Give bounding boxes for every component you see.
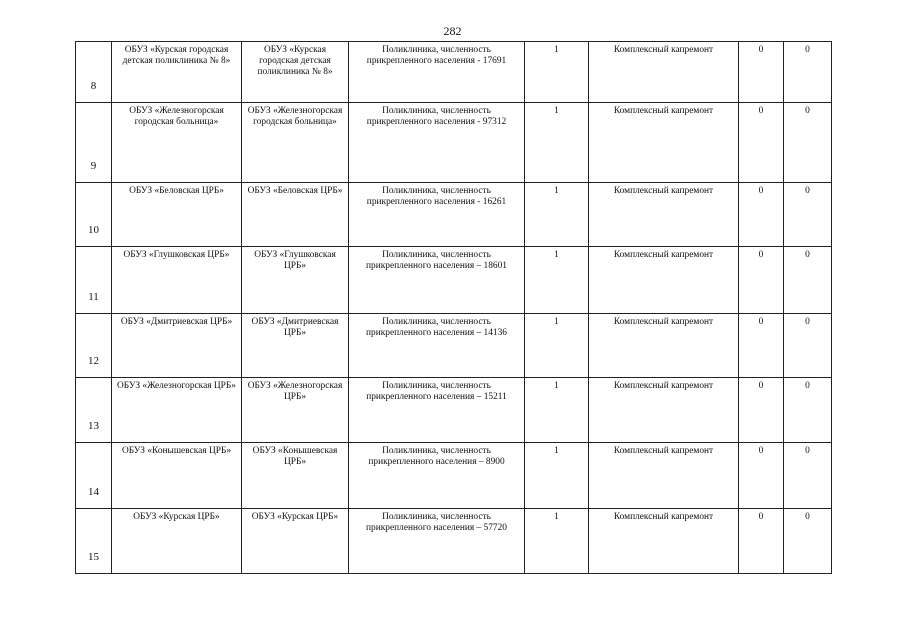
row-number: 12: [76, 314, 112, 378]
customer-cell: ОБУЗ «Беловская ЦРБ»: [242, 183, 349, 247]
organization-cell: ОБУЗ «Железногорская ЦРБ»: [112, 378, 242, 443]
quantity-cell: 1: [525, 183, 589, 247]
table-row: [76, 183, 832, 247]
table-row: [76, 378, 832, 443]
quantity-cell: 1: [525, 443, 589, 509]
work-type-cell: Комплексный капремонт: [589, 42, 739, 103]
value-cell-2: 0: [784, 183, 832, 247]
row-number: 8: [76, 42, 112, 103]
value-cell-2: 0: [784, 509, 832, 574]
customer-cell: ОБУЗ «Курская ЦРБ»: [242, 509, 349, 574]
value-cell-1: 0: [739, 314, 784, 378]
quantity-cell: 1: [525, 103, 589, 183]
row-number: 14: [76, 443, 112, 509]
organization-cell: ОБУЗ «Дмитриевская ЦРБ»: [112, 314, 242, 378]
quantity-cell: 1: [525, 247, 589, 314]
value-cell-1: 0: [739, 378, 784, 443]
value-cell-1: 0: [739, 103, 784, 183]
row-number: 15: [76, 509, 112, 574]
object-cell: Поликлиника, численность прикрепленного населения – 8900: [349, 443, 525, 509]
quantity-cell: 1: [525, 314, 589, 378]
repair-table: [75, 41, 832, 574]
value-cell-1: 0: [739, 443, 784, 509]
work-type-cell: Комплексный капремонт: [589, 247, 739, 314]
value-cell-2: 0: [784, 443, 832, 509]
row-number: 13: [76, 378, 112, 443]
customer-cell: ОБУЗ «Железногорская ЦРБ»: [242, 378, 349, 443]
organization-cell: ОБУЗ «Курская ЦРБ»: [112, 509, 242, 574]
work-type-cell: Комплексный капремонт: [589, 443, 739, 509]
quantity-cell: 1: [525, 378, 589, 443]
customer-cell: ОБУЗ «Дмитриевская ЦРБ»: [242, 314, 349, 378]
object-cell: Поликлиника, численность прикрепленного населения – 14136: [349, 314, 525, 378]
work-type-cell: Комплексный капремонт: [589, 509, 739, 574]
row-number: 9: [76, 103, 112, 183]
value-cell-1: 0: [739, 509, 784, 574]
customer-cell: ОБУЗ «Глушковская ЦРБ»: [242, 247, 349, 314]
customer-cell: ОБУЗ «Железногорская городская больница»: [242, 103, 349, 183]
organization-cell: ОБУЗ «Глушковская ЦРБ»: [112, 247, 242, 314]
value-cell-2: 0: [784, 378, 832, 443]
value-cell-2: 0: [784, 103, 832, 183]
work-type-cell: Комплексный капремонт: [589, 183, 739, 247]
quantity-cell: 1: [525, 509, 589, 574]
page-number: 282: [443, 24, 462, 38]
table-row: [76, 314, 832, 378]
value-cell-1: 0: [739, 183, 784, 247]
quantity-cell: 1: [525, 42, 589, 103]
table-row: [76, 509, 832, 574]
value-cell-1: 0: [739, 247, 784, 314]
object-cell: Поликлиника, численность прикрепленного населения – 18601: [349, 247, 525, 314]
work-type-cell: Комплексный капремонт: [589, 378, 739, 443]
organization-cell: ОБУЗ «Конышевская ЦРБ»: [112, 443, 242, 509]
object-cell: Поликлиника, численность прикрепленного населения – 15211: [349, 378, 525, 443]
table-row: [76, 247, 832, 314]
customer-cell: ОБУЗ «Курская городская детская поликлиника № 8»: [242, 42, 349, 103]
customer-cell: ОБУЗ «Конышевская ЦРБ»: [242, 443, 349, 509]
object-cell: Поликлиника, численность прикрепленного населения – 57720: [349, 509, 525, 574]
organization-cell: ОБУЗ «Курская городская детская поликлиника № 8»: [112, 42, 242, 103]
table-row: [76, 42, 832, 103]
table-row: [76, 103, 832, 183]
value-cell-2: 0: [784, 314, 832, 378]
organization-cell: ОБУЗ «Железногорская городская больница»: [112, 103, 242, 183]
work-type-cell: Комплексный капремонт: [589, 314, 739, 378]
object-cell: Поликлиника, численность прикрепленного населения - 97312: [349, 103, 525, 183]
value-cell-1: 0: [739, 42, 784, 103]
organization-cell: ОБУЗ «Беловская ЦРБ»: [112, 183, 242, 247]
object-cell: Поликлиника, численность прикрепленного населения - 16261: [349, 183, 525, 247]
row-number: 10: [76, 183, 112, 247]
value-cell-2: 0: [784, 247, 832, 314]
table-row: [76, 443, 832, 509]
object-cell: Поликлиника, численность прикрепленного населения - 17691: [349, 42, 525, 103]
work-type-cell: Комплексный капремонт: [589, 103, 739, 183]
row-number: 11: [76, 247, 112, 314]
value-cell-2: 0: [784, 42, 832, 103]
